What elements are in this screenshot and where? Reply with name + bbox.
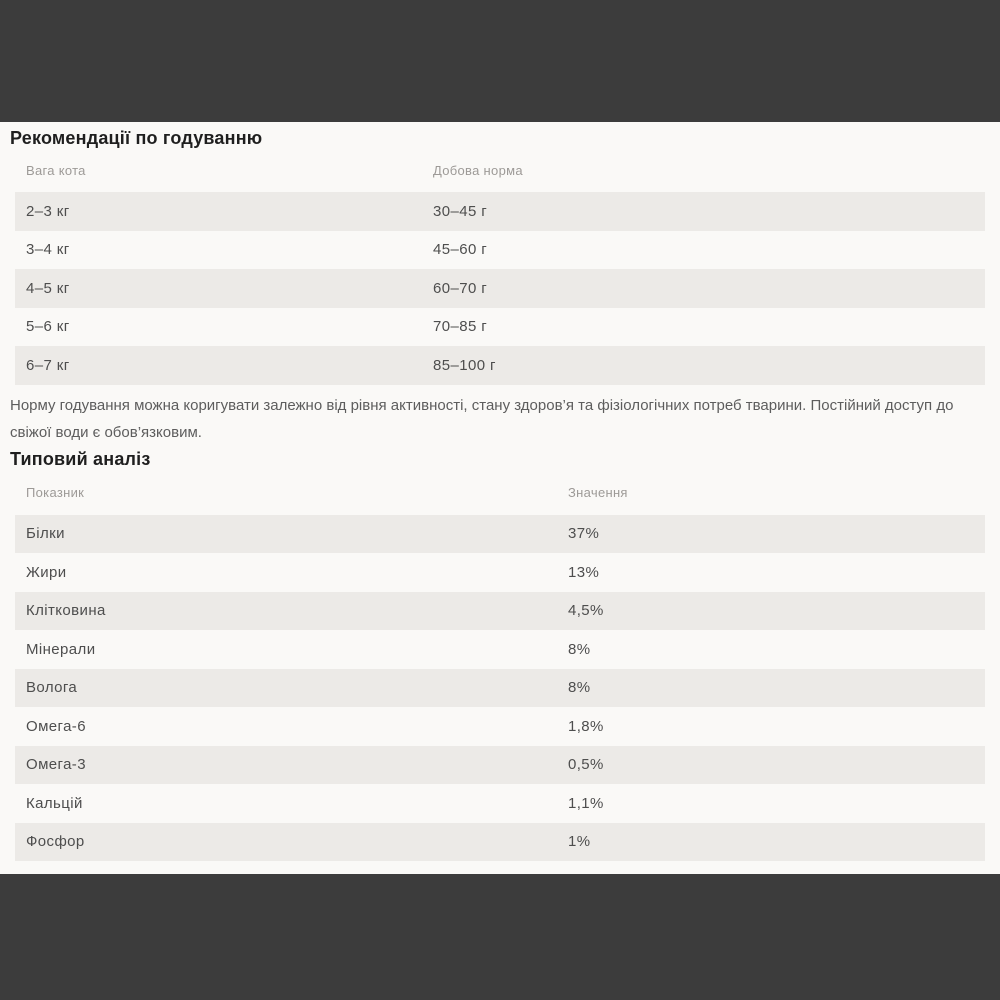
feeding-table-header	[15, 149, 985, 192]
column-header-cat-weight: Вага кота	[26, 163, 86, 178]
cell-value: 37%	[568, 525, 600, 543]
table-row	[15, 823, 985, 862]
cell-indicator: Кальцій	[26, 794, 83, 812]
cell-value: 1,1%	[568, 794, 604, 812]
cell-indicator: Білки	[26, 525, 65, 543]
cell-norm: 85–100 г	[433, 356, 496, 374]
table-row	[15, 231, 985, 270]
cell-indicator: Жири	[26, 563, 67, 581]
analysis-table	[0, 470, 1000, 862]
table-row	[15, 630, 985, 669]
table-row	[15, 553, 985, 592]
column-header-daily-norm: Добова норма	[433, 163, 523, 178]
table-row	[15, 707, 985, 746]
cell-value: 8%	[568, 640, 591, 658]
feeding-table	[0, 149, 1000, 385]
table-row	[15, 784, 985, 823]
table-row	[15, 269, 985, 308]
column-header-indicator: Показник	[26, 484, 85, 500]
feeding-section-title: Рекомендації по годуванню	[10, 128, 263, 148]
table-row	[15, 669, 985, 708]
cell-indicator: Мінерали	[26, 640, 96, 658]
cell-norm: 45–60 г	[433, 241, 488, 259]
cell-indicator: Фосфор	[26, 833, 85, 851]
analysis-table-header	[15, 470, 985, 515]
cell-value: 1%	[568, 833, 591, 851]
cell-norm: 70–85 г	[433, 318, 488, 336]
cell-value: 13%	[568, 563, 600, 581]
table-row	[15, 592, 985, 631]
cell-norm: 60–70 г	[433, 279, 488, 297]
feeding-note: Норму годування можна коригувати залежно від рівня активності, стану здоров’я та фізіологічних потреб тварини. Постійний доступ до свіжої води є обов’язковим.	[10, 396, 954, 441]
cell-indicator: Омега-6	[26, 717, 86, 735]
top-dark-band	[0, 0, 1000, 122]
cell-weight: 3–4 кг	[26, 241, 70, 259]
cell-norm: 30–45 г	[433, 202, 488, 220]
cell-indicator: Клітковина	[26, 602, 106, 620]
cell-indicator: Омега-3	[26, 756, 86, 774]
column-header-value: Значення	[568, 484, 628, 500]
cell-weight: 2–3 кг	[26, 202, 70, 220]
cell-value: 4,5%	[568, 602, 604, 620]
cell-value: 0,5%	[568, 756, 604, 774]
analysis-section-title: Типовий аналіз	[10, 448, 151, 469]
cell-indicator: Волога	[26, 679, 78, 697]
table-row	[15, 346, 985, 385]
table-row	[15, 308, 985, 347]
bottom-dark-band	[0, 874, 1000, 1000]
cell-value: 8%	[568, 679, 591, 697]
table-row	[15, 192, 985, 231]
table-row	[15, 746, 985, 785]
cell-weight: 6–7 кг	[26, 356, 70, 374]
product-info-panel	[0, 122, 1000, 874]
cell-value: 1,8%	[568, 717, 604, 735]
cell-weight: 5–6 кг	[26, 318, 70, 336]
table-row	[15, 515, 985, 554]
cell-weight: 4–5 кг	[26, 279, 70, 297]
